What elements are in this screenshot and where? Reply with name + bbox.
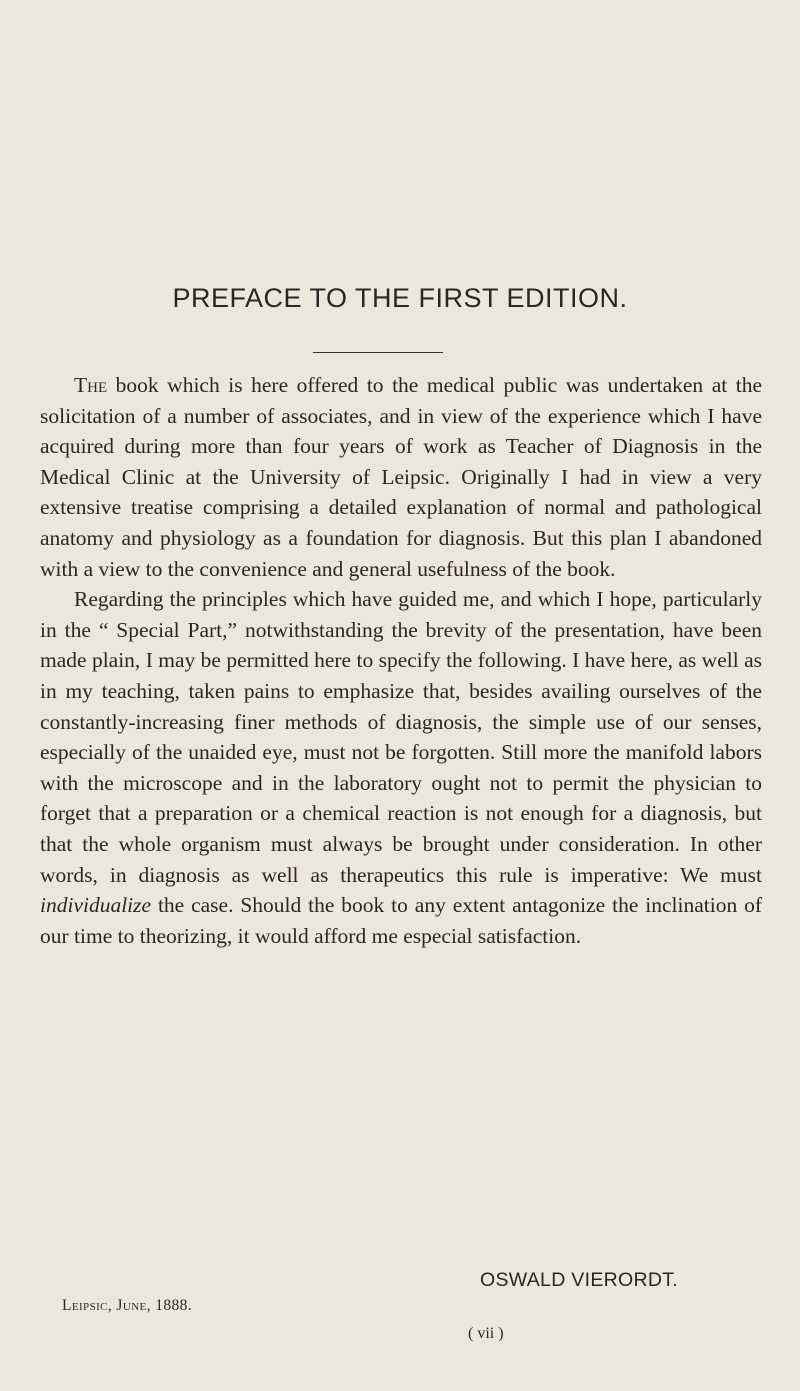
- paragraph-1-text: book which is here offered to the medical public was undertaken at the solicitation of a number of associates, and in view of the experience which I have acquired during more than four years of work as Teacher of Diagnosis in the Medical Clinic at the University of Leipsic. Originally I had in view a very extensive treatise comprising a detailed explanation of normal and pathological anatomy and physiology as a foundation for diagnosis. But this plan I abandoned with a view to the convenience and general usefulness of the book.: [40, 373, 762, 581]
- author-signature: OSWALD VIERORDT.: [480, 1269, 679, 1291]
- preface-body: [40, 370, 762, 951]
- page-number: ( vii ): [468, 1325, 504, 1342]
- paragraph-2-emphasis: individualize: [40, 893, 152, 918]
- place-date: Leipsic, June, 1888.: [62, 1297, 193, 1314]
- page-title: PREFACE TO THE FIRST EDITION.: [172, 283, 628, 313]
- paragraph-2: [40, 584, 762, 951]
- paragraph-1-lead: The: [74, 373, 108, 397]
- paragraph-1: [40, 370, 762, 584]
- paragraph-2-text-before: Regarding the principles which have guided me, and which I hope, particularly in the “ Special Part,” notwithstanding the brevity of the presentation, have been made plain, I may be permitted here to specify the following. I have here, as well as in my teaching, taken pains to emphasize that, besides availing ourselves of the constantly-increasing finer methods of diagnosis, the simple use of our senses, especially of the unaided eye, must not be forgotten. Still more the manifold labors with the microscope and in the laboratory ought not to permit the physician to forget that a preparation or a chemical reaction is not enough for a diagnosis, but that the whole organism must always be brought under consideration. In other words, in diagnosis as well as therapeutics this rule is imperative: We must: [40, 587, 762, 887]
- title-divider: [313, 352, 443, 353]
- paragraph-2-text-after: the case. Should the book to any extent antagonize the inclination of our time to theorizing, it would afford me especial satisfaction.: [40, 893, 762, 948]
